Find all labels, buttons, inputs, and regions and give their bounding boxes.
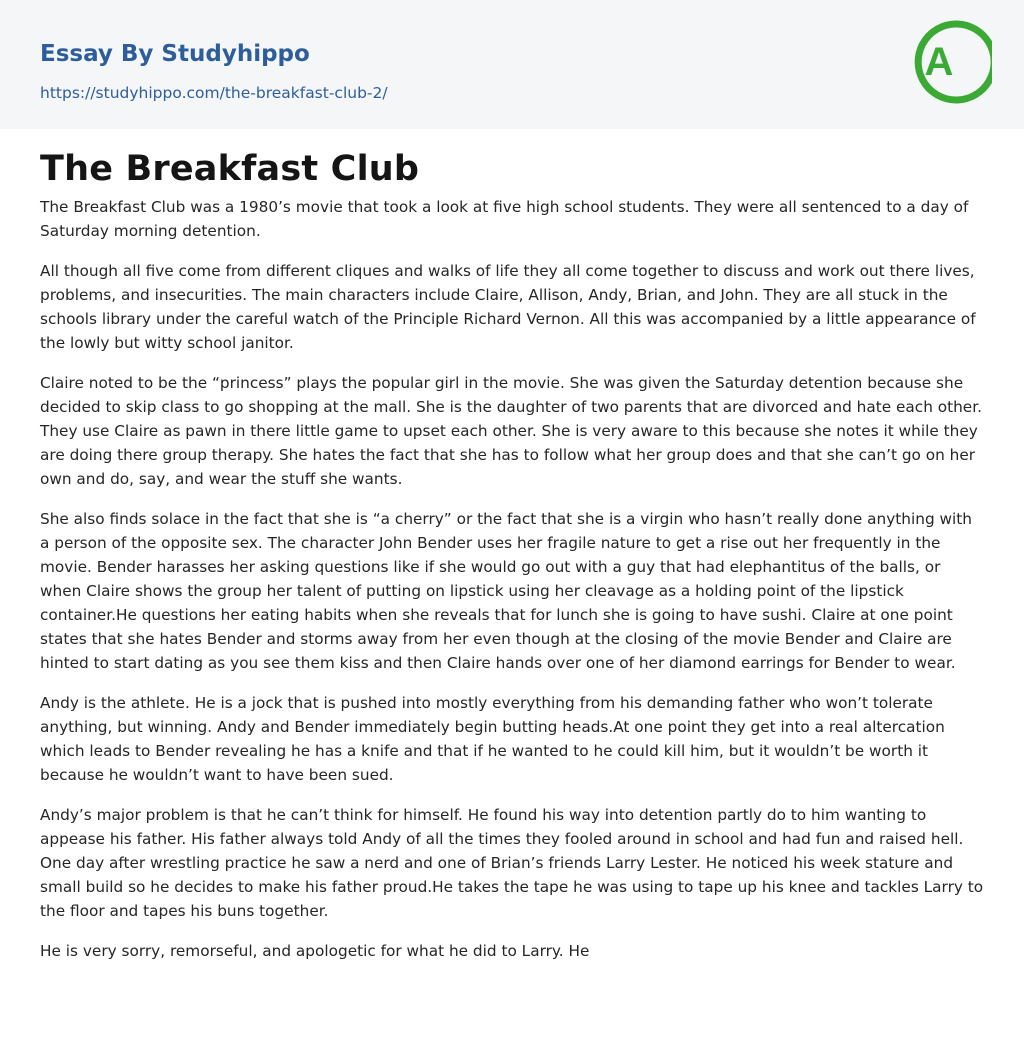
essay-title: The Breakfast Club xyxy=(40,149,420,189)
essay-paragraph: Andy is the athlete. He is a jock that is pushed into mostly everything from his demanding father who won’t tolerate anything, but winning. Andy and Bender immediately begin butting heads.At one point they get into a real altercation which leads to Bender revealing he has a knife and that if he wanted to he could kill him, but it wouldn’t be worth it because he wouldn’t want to have been sued. xyxy=(40,694,945,784)
essay-paragraph: Claire noted to be the “princess” plays the popular girl in the movie. She was given the Saturday detention because she decided to skip class to go shopping at the mall. She is the daughter of two parents that are divorced and hate each other. They use Claire as pawn in there little game to upset each other. She is very aware to this because she notes it while they are doing there group therapy. She hates the fact that she has to follow what her group does and that she can’t go on her own and do, say, and wear the stuff she wants. xyxy=(40,374,982,488)
essay-content xyxy=(40,148,984,979)
brand-title: Essay By Studyhippo xyxy=(40,41,310,67)
studyhippo-logo-icon[interactable] xyxy=(906,17,992,107)
essay-body xyxy=(40,195,984,963)
essay-paragraph: He is very sorry, remorseful, and apologetic for what he did to Larry. He xyxy=(40,942,590,960)
page-header xyxy=(0,0,1024,129)
essay-paragraph: Andy’s major problem is that he can’t think for himself. He found his way into detention partly do to him wanting to appease his father. His father always told Andy of all the times they fooled around in school and had fun and raised hell. One day after wrestling practice he saw a nerd and one of Brian’s friends Larry Lester. He noticed his week stature and small build so he decides to make his father proud.He takes the tape he was using to tape up his knee and tackles Larry to the floor and tapes his buns together. xyxy=(40,806,984,920)
essay-paragraph: The Breakfast Club was a 1980’s movie that took a look at five high school students. They were all sentenced to a day of Saturday morning detention. xyxy=(40,198,969,240)
essay-paragraph: All though all five come from different cliques and walks of life they all come together to discuss and work out there lives, problems, and insecurities. The main characters include Claire, Allison, Andy, Brian, and John. They are all stuck in the schools library under the careful watch of the Principle Richard Vernon. All this was accompanied by a little appearance of the lowly but witty school janitor. xyxy=(40,262,976,352)
essay-url-link[interactable]: https://studyhippo.com/the-breakfast-club-2/ xyxy=(40,84,388,102)
logo-letter: A xyxy=(924,40,954,84)
essay-paragraph: She also finds solace in the fact that she is “a cherry” or the fact that she is a virgin who hasn’t really done anything with a person of the opposite sex. The character John Bender uses her fragile nature to get a rise out her frequently in the movie. Bender harasses her asking questions like if she would go out with a guy that had elephantitus of the balls, or when Claire shows the group her talent of putting on lipstick using her cleavage as a holding point of the lipstick container.He questions her eating habits when she reveals that for lunch she is going to have sushi. Claire at one point states that she hates Bender and storms away from her even though at the closing of the movie Bender and Claire are hinted to start dating as you see them kiss and then Claire hands over one of her diamond earrings for Bender to wear. xyxy=(40,510,972,672)
